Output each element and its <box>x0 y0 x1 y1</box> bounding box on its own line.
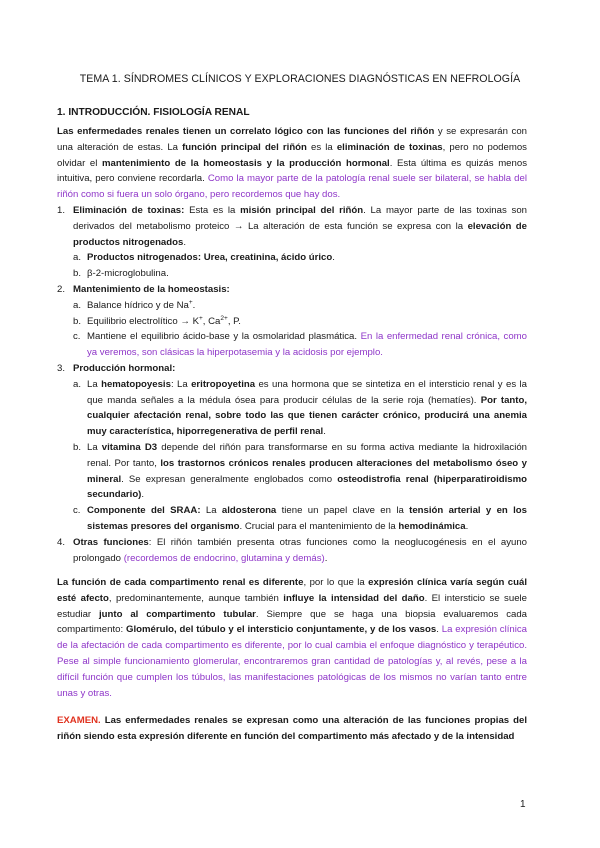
sub-item-text: La <box>200 505 222 517</box>
list-item-label: Producción hormonal: <box>73 362 176 374</box>
sub-item-tail: , P. <box>227 315 241 327</box>
superscript: + <box>188 298 193 306</box>
list-item-text: . <box>183 236 186 248</box>
intro-text-2: es la <box>306 141 337 153</box>
sub-item <box>57 440 527 503</box>
intro-bold-1: Las enfermedades renales tienen un correlato lógico con las funciones del riñón <box>57 126 435 137</box>
sub-item-text: : La <box>170 378 192 390</box>
list-item <box>57 282 527 298</box>
sub-item-note: En la enfermedad renal crónica, como ya veremos, son clásicas la hiperpotasemia y la acidosis por ejemplo. <box>87 331 527 359</box>
sub-item-text: β-2-microglobulina. <box>87 268 169 280</box>
sub-item-letter: c. <box>73 505 81 517</box>
list-item-label: Eliminación de toxinas: <box>73 205 185 216</box>
list-item <box>57 535 527 567</box>
sub-item-bold: eritropoyetina <box>191 378 256 390</box>
list-item-label: Otras funciones <box>73 536 149 548</box>
list-item-number: 1. <box>57 205 66 216</box>
sub-item-bold: vitamina D3 <box>101 441 158 453</box>
list-item <box>57 361 527 377</box>
sub-item-bold: hemodinámica <box>398 520 466 532</box>
para-text: . El intersticio se suele estudiar <box>57 592 527 620</box>
sub-item-text: Urea, creatinina, ácido úrico <box>201 252 333 264</box>
para-text: , por lo que la <box>303 577 369 588</box>
list-item-bold: elevación de productos nitrogenados <box>73 220 527 248</box>
sub-item-letter: a. <box>73 378 82 390</box>
function-list <box>57 203 527 566</box>
list-item-note: (recordemos de endocrino, glutamina y demás) <box>123 552 325 564</box>
para-bold: junto al compartimento tubular <box>99 608 256 620</box>
superscript: 2+ <box>220 314 228 322</box>
intro-paragraph <box>57 124 527 203</box>
exam-text: Las enfermedades renales se expresan como una alteración de las funciones propias del riñón siendo esta expresión diferente en función del compartimento más afectado y de la intensidad <box>57 715 527 742</box>
page-number: 1 <box>520 799 526 810</box>
superscript: + <box>198 314 203 322</box>
sub-item-text: es una hormona que se sintetiza en el intersticio renal y es la que manda señales a la médula ósea para producir células de la serie roja (hematíes). <box>87 378 527 406</box>
list-item-number: 4. <box>57 536 66 548</box>
sub-item <box>57 266 527 282</box>
compartment-paragraph <box>57 575 527 701</box>
sub-item-text: , Ca <box>202 315 221 327</box>
sub-item-bold: los trastornos crónicos renales producen alteraciones del metabolismo óseo y mineral <box>87 457 527 485</box>
list-item-number: 2. <box>57 283 66 295</box>
sub-item-text: . <box>141 489 145 501</box>
sub-item-text: La <box>87 378 102 390</box>
sub-item-text: Mantiene el equilibrio ácido-base y la osmolaridad plasmática. <box>87 331 361 343</box>
section-heading: 1. INTRODUCCIÓN. FISIOLOGÍA RENAL <box>57 107 250 118</box>
para-note: La expresión clínica de la afectación de cada compartimento es diferente, por lo cual cambia el enfoque diagnóstico y terapéutico. Pese al simple funcionamiento glomerular, encontraremos gran cantidad de patologías y, al revés, pese a la difícil función que cumplen los túbulos, las manifestaciones patológicas de los mismos no varían tanto entre unas y otras. <box>57 624 527 699</box>
sub-item-bold: Por tanto, cualquier afectación renal, sobre todo las que tienen carácter crónico, producirá una anemia muy característica, hiporregenerativa de perfil renal <box>87 394 527 438</box>
sub-item <box>57 314 527 330</box>
sub-item-bold: aldosterona <box>221 505 277 517</box>
list-item-text: Esta es la <box>184 205 241 216</box>
intro-text-1: y se expresarán con una alteración de estas. La <box>57 126 527 153</box>
para-text: . Siempre que se haga una biopsia evaluaremos cada compartimento: <box>57 608 527 636</box>
para-bold: expresión clínica varía según cuál esté afecto <box>57 577 528 604</box>
sub-item-text: . <box>465 520 469 532</box>
sub-item <box>57 298 527 314</box>
exam-paragraph <box>57 713 527 745</box>
sub-item-letter: a. <box>73 252 82 264</box>
para-bold: influye la intensidad del daño <box>283 592 425 604</box>
sub-item-tail: . <box>192 299 196 311</box>
sub-item <box>57 503 527 535</box>
exam-label: EXAMEN. <box>57 715 101 726</box>
sub-item-text: Balance hídrico y de Na <box>87 299 189 311</box>
list-item-text: : El riñón también presenta otras funciones como la neoglucogénesis en el ayuno prolongado <box>73 536 527 564</box>
para-bold: Glomérulo, del túbulo y el intersticio conjuntamente, y de los vasos <box>126 624 437 636</box>
sub-item <box>57 377 527 440</box>
sub-item-bold: tensión arterial y en los sistemas presores del organismo <box>87 505 527 532</box>
sub-item <box>57 250 527 266</box>
intro-bold-4: mantenimiento de la homeostasis y la producción hormonal <box>101 157 390 169</box>
list-item-bold: misión principal del riñón <box>240 205 364 216</box>
intro-text-4: . Esta última es quizás menos intuitiva, pero conviene recordarla. <box>57 157 527 185</box>
sub-item-text: tiene un papel clave en la <box>276 505 410 517</box>
sub-item-bold: Productos nitrogenados: <box>87 252 202 264</box>
list-item <box>57 203 527 250</box>
sub-item-text: . Se expresan generalmente englobados como <box>121 473 338 485</box>
sub-item <box>57 329 527 361</box>
sub-item-tail: . <box>332 252 335 264</box>
sub-item-bold: Componente del SRAA: <box>87 505 201 517</box>
sub-item-letter: b. <box>73 268 82 280</box>
sub-item-letter: a. <box>73 299 82 311</box>
sub-item-letter: b. <box>73 315 82 327</box>
sub-item-text: depende del riñón para transformarse en su forma activa mediante la hidroxilación renal. Por tanto, <box>87 441 527 469</box>
para-text: . <box>436 624 442 636</box>
sub-item-bold: hematopoyesis <box>101 378 171 390</box>
intro-text-3: , pero no podemos olvidar el <box>57 141 527 169</box>
sub-item-text: La <box>87 441 102 453</box>
list-item-text: . La mayor parte de las toxinas son derivados del metabolismo proteico → La alteración de esta función se expresa con la <box>73 205 527 232</box>
sub-item-text: . <box>323 426 326 438</box>
list-item-number: 3. <box>57 362 66 374</box>
intro-note: Como la mayor parte de la patología renal suele ser bilateral, se habla del riñón como si fuera un solo órgano, pero recordemos que hay dos. <box>57 173 527 201</box>
sub-item-bold: osteodistrofia renal (hiperparatiroidismo secundario) <box>87 473 527 501</box>
sub-item-text: Equilibrio electrolítico → K <box>87 315 199 327</box>
list-item-text: . <box>324 552 328 564</box>
intro-bold-2: función principal del riñón <box>182 141 307 153</box>
document-title: TEMA 1. SÍNDROMES CLÍNICOS Y EXPLORACIONES DIAGNÓSTICAS EN NEFROLOGÍA <box>79 73 521 85</box>
sub-item-letter: b. <box>73 441 82 453</box>
sub-item-letter: c. <box>73 331 81 343</box>
intro-bold-3: eliminación de toxinas <box>336 141 443 153</box>
para-bold: La función de cada compartimento renal es diferente <box>57 577 304 588</box>
sub-item-text: . Crucial para el mantenimiento de la <box>239 520 399 532</box>
list-item-label: Mantenimiento de la homeostasis: <box>73 283 230 295</box>
para-text: , predominantemente, aunque también <box>108 592 284 604</box>
